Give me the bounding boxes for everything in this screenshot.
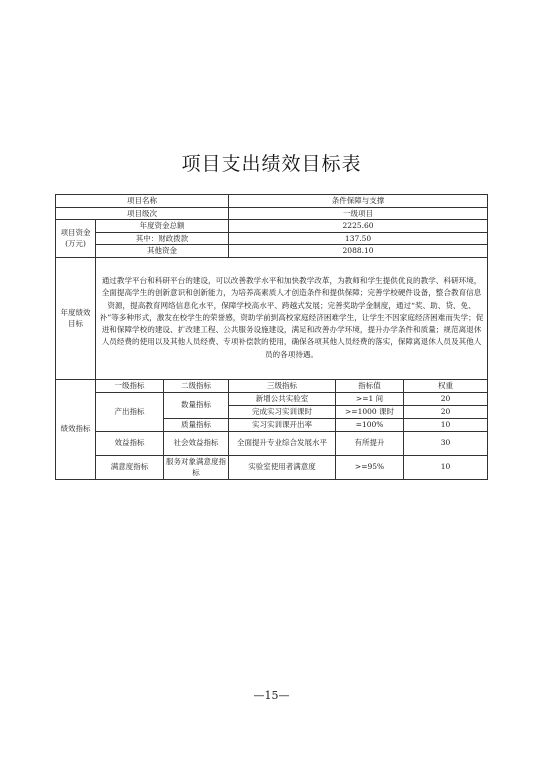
header-value: 指标值 (336, 379, 404, 392)
table-row (56, 455, 488, 479)
table-row (56, 220, 488, 233)
total-fund-value: 2225.60 (229, 220, 488, 233)
header-level1: 一级指标 (96, 379, 164, 392)
table-row (56, 195, 488, 208)
table-row (56, 232, 488, 245)
project-level-label: 项目级次 (56, 207, 229, 220)
value-cell: >=1000 课时 (336, 405, 404, 418)
quality-indicator-label: 质量指标 (164, 418, 229, 431)
finance-fund-label: 其中：财政拨款 (96, 232, 229, 245)
satisfaction-indicator-label: 满意度指标 (96, 455, 164, 479)
project-name-value: 条件保障与支撑 (229, 195, 488, 208)
weight-cell: 10 (404, 418, 488, 431)
value-cell: =100% (336, 418, 404, 431)
header-weight: 权重 (404, 379, 488, 392)
page-number: —15— (253, 689, 290, 702)
weight-cell: 10 (404, 455, 488, 479)
level3-cell: 实习实训课开出率 (229, 418, 336, 431)
table-row (56, 257, 488, 379)
table-row (56, 379, 488, 392)
total-fund-label: 年度资金总额 (96, 220, 229, 233)
weight-cell: 20 (404, 392, 488, 405)
level3-cell: 完成实习实训课时 (229, 405, 336, 418)
level3-cell: 全面提升专业综合发展水平 (229, 431, 336, 455)
value-cell: 有所提升 (336, 431, 404, 455)
service-satisfaction-label: 服务对象满意度指标 (164, 455, 229, 479)
effect-indicator-label: 效益指标 (96, 431, 164, 455)
table-row (56, 207, 488, 220)
header-level3: 三级指标 (229, 379, 336, 392)
performance-target-table (55, 194, 488, 480)
output-indicator-label: 产出指标 (96, 392, 164, 431)
weight-cell: 20 (404, 405, 488, 418)
table-row (56, 431, 488, 455)
indicators-label: 绩效指标 (56, 379, 96, 479)
project-name-label: 项目名称 (56, 195, 229, 208)
document-title: 项目支出绩效目标表 (181, 153, 362, 175)
header-level2: 二级指标 (164, 379, 229, 392)
level3-cell: 新增公共实验室 (229, 392, 336, 405)
annual-goal-label: 年度绩效目标 (56, 257, 96, 379)
table-row (56, 392, 488, 405)
annual-goal-text: 通过教学平台和科研平台的建设，可以改善教学水平和加快教学改革，为教师和学生提供优良的教学、科研环境，全面提高学生的创新意识和创新能力，为培养高素质人才创造条件和提供保障；完善学校硬件设备，整合教育信息资源，提高教育网络信息化水平，保障学校高水平、跨越式发展；完善奖助学金制度，通过“奖、助、贷、免、补”等多种形式，激发在校学生的荣誉感，资助学前到高校家庭经济困难学生，让学生不因家庭经济困难而失学；促进和保障学校的建设、扩改建工程、公共服务设施建设，满足和改善办学环境，提升办学条件和质量；规范离退休人员经费的使用以及其他人员经费、专项补偿款的使用，确保各项其他人员经费的落实，保障离退休人员及其他人员的各项待遇。 (96, 257, 488, 379)
project-fund-label: 项目资金(万元) (56, 220, 96, 258)
social-effect-label: 社会效益指标 (164, 431, 229, 455)
quantity-indicator-label: 数量指标 (164, 392, 229, 418)
project-level-value: 一级项目 (229, 207, 488, 220)
weight-cell: 30 (404, 431, 488, 455)
other-fund-label: 其他资金 (96, 245, 229, 258)
other-fund-value: 2088.10 (229, 245, 488, 258)
value-cell: >=1 间 (336, 392, 404, 405)
table-row (56, 245, 488, 258)
finance-fund-value: 137.50 (229, 232, 488, 245)
value-cell: >=95% (336, 455, 404, 479)
level3-cell: 实验室使用者满意度 (229, 455, 336, 479)
